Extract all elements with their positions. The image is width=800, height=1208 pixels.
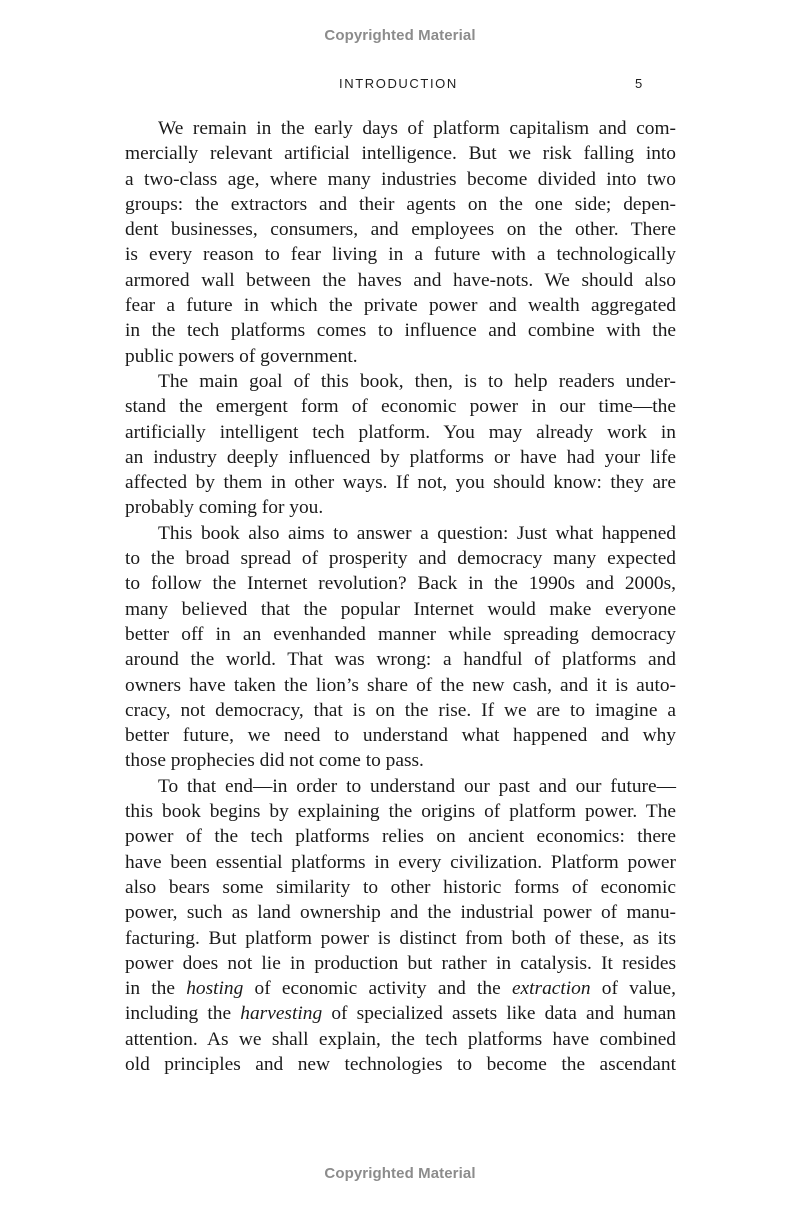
text-line: facturing. But platform power is distinct from both of these, as its <box>125 927 676 949</box>
text-line: an industry deeply influenced by platforms or have had your life <box>125 446 676 468</box>
body-text <box>125 116 676 1077</box>
text-line: old principles and new technologies to become the ascendant <box>125 1053 676 1075</box>
text-line: a two-class age, where many industries become divided into two <box>125 168 676 190</box>
copyright-watermark-bottom: Copyrighted Material <box>324 1165 476 1182</box>
text-line: We remain in the early days of platform capitalism and com- <box>158 118 676 139</box>
text-line: affected by them in other ways. If not, you should know: they are <box>125 472 676 494</box>
text-line: owners have taken the lion’s share of the new cash, and it is auto- <box>125 674 676 696</box>
text-line: better off in an evenhanded manner while spreading democracy <box>125 623 676 645</box>
text-line: cracy, not democracy, that is on the rise. If we are to imagine a <box>125 699 676 721</box>
text-line: To that end—in order to understand our past and our future— <box>158 775 676 797</box>
text-line: in the tech platforms comes to influence and combine with the <box>125 320 676 342</box>
text-line: around the world. That was wrong: a handful of platforms and <box>125 649 676 671</box>
text-run: including the <box>125 1003 241 1025</box>
text-line: dent businesses, consumers, and employees on the other. There <box>125 219 676 241</box>
text-run: of economic activity and the <box>243 978 512 1000</box>
text-line: is every reason to fear living in a future with a technologically <box>125 244 676 266</box>
text-line: also bears some similarity to other historic forms of economic <box>125 876 676 898</box>
paragraph <box>125 774 676 1078</box>
text-line: armored wall between the haves and have-nots. We should also <box>125 269 676 291</box>
text-line: public powers of government. <box>125 345 358 367</box>
text-line: mercially relevant artificial intelligence. But we risk falling into <box>125 143 676 165</box>
text-line-with-italics <box>125 1001 676 1026</box>
chapter-title: INTRODUCTION <box>339 76 458 91</box>
text-line-with-italics <box>125 976 676 1001</box>
page-number: 5 <box>635 76 643 91</box>
text-line: power does not lie in production but rather in catalysis. It resides <box>125 952 676 974</box>
text-line: to the broad spread of prosperity and democracy many expected <box>125 548 676 570</box>
text-line: groups: the extractors and their agents on the one side; depen- <box>125 193 676 215</box>
text-line: have been essential platforms in every civilization. Platform power <box>125 851 676 873</box>
paragraph <box>125 116 676 369</box>
text-line: many believed that the popular Internet would make everyone <box>125 598 676 620</box>
text-line: attention. As we shall explain, the tech platforms have combined <box>125 1028 676 1050</box>
text-line: fear a future in which the private power and wealth aggregated <box>125 295 676 317</box>
text-line: this book begins by explaining the origins of platform power. The <box>125 801 676 823</box>
text-line: artificially intelligent tech platform. You may already work in <box>125 421 676 443</box>
paragraph <box>125 369 676 521</box>
text-line: better future, we need to understand what happened and why <box>125 725 676 747</box>
italic-term: harvesting <box>240 1003 323 1025</box>
copyright-watermark-top: Copyrighted Material <box>324 27 476 44</box>
text-line: those prophecies did not come to pass. <box>125 750 424 772</box>
text-line: power of the tech platforms relies on ancient economics: there <box>125 826 676 848</box>
text-line: This book also aims to answer a question: Just what happened <box>158 522 676 544</box>
text-run: of specialized assets like data and human <box>322 1003 676 1025</box>
text-line: power, such as land ownership and the industrial power of manu- <box>125 902 676 924</box>
italic-term: hosting <box>186 978 244 1000</box>
text-line: The main goal of this book, then, is to help readers under- <box>158 370 676 392</box>
text-line: probably coming for you. <box>125 497 324 519</box>
italic-term: extraction <box>511 978 591 1000</box>
text-line: stand the emergent form of economic power in our time—the <box>125 396 676 418</box>
text-line: to follow the Internet revolution? Back in the 1990s and 2000s, <box>125 573 676 595</box>
text-run: of value, <box>590 978 676 1000</box>
text-run: in the <box>125 978 187 1000</box>
paragraph <box>125 521 676 774</box>
